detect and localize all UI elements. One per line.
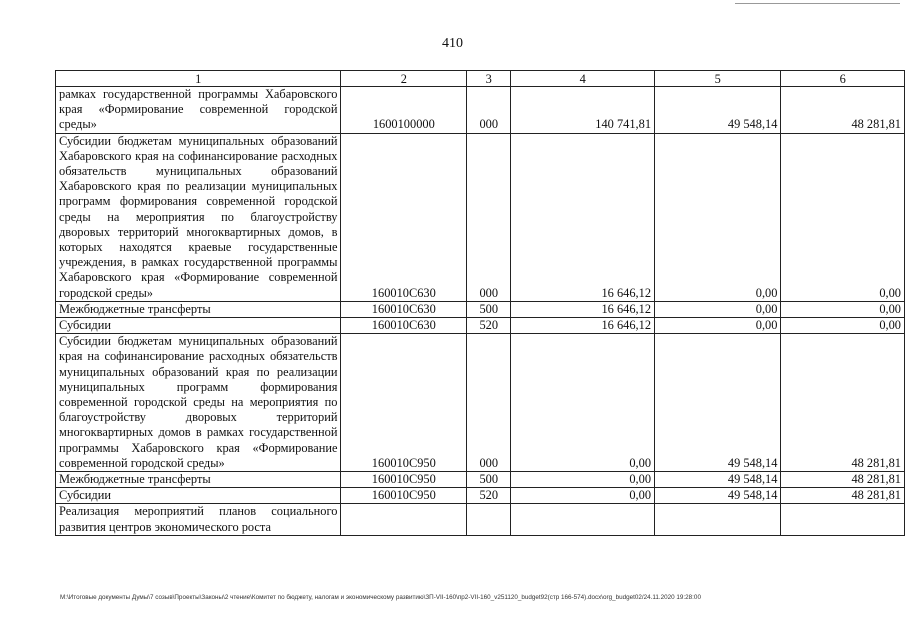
row-value-col6: 48 281,81 — [781, 472, 905, 488]
row-name: Межбюджетные трансферты — [56, 472, 341, 488]
row-target-code: 160010С630 — [341, 133, 467, 301]
row-value-col6: 48 281,81 — [781, 488, 905, 504]
table-row — [56, 133, 905, 301]
row-expense-type: 520 — [467, 318, 511, 334]
row-value-col6: 48 281,81 — [781, 87, 905, 134]
row-name: Субсидии — [56, 318, 341, 334]
column-header: 1 — [56, 71, 341, 87]
row-name: Субсидии бюджетам муниципальных образований края на софинансирование расходных обязательств муниципальных образований края по реализации муниципальных программ формирования современной городской среды на мероприятия по благоустройству дворовых территорий многоквартирных домов в рамках государственной программы Хабаровского края «Формирование современной городской среды» — [56, 334, 341, 472]
row-name: Реализация мероприятий планов социального развития центров экономического роста — [56, 504, 341, 535]
row-value-col5: 49 548,14 — [655, 472, 781, 488]
row-expense-type: 500 — [467, 301, 511, 317]
row-target-code: 160010С950 — [341, 472, 467, 488]
column-header: 4 — [511, 71, 655, 87]
row-expense-type: 500 — [467, 472, 511, 488]
row-name: Субсидии — [56, 488, 341, 504]
row-value-col4: 0,00 — [511, 472, 655, 488]
row-value-col4 — [511, 504, 655, 535]
row-value-col4: 0,00 — [511, 488, 655, 504]
row-value-col4: 0,00 — [511, 334, 655, 472]
row-value-col6: 0,00 — [781, 133, 905, 301]
table-header-row — [56, 71, 905, 87]
column-header: 6 — [781, 71, 905, 87]
row-value-col4: 16 646,12 — [511, 133, 655, 301]
row-expense-type: 520 — [467, 488, 511, 504]
row-expense-type: 000 — [467, 87, 511, 134]
row-target-code: 160010С950 — [341, 488, 467, 504]
table-row — [56, 318, 905, 334]
row-value-col4: 16 646,12 — [511, 318, 655, 334]
column-header: 3 — [467, 71, 511, 87]
row-value-col5: 0,00 — [655, 301, 781, 317]
row-target-code — [341, 504, 467, 535]
row-value-col5: 49 548,14 — [655, 488, 781, 504]
document-path-footer: M:\Итоговые документы Думы\7 созыв\Проекты\Законы\2 чтение\Комитет по бюджету, налогам и экономическому развитию\ЗП-VII-160\пр2-VII-160_v251120_budget92(стр 166-574).docx\org_budget02/24.11.2020 19:28:00 — [60, 594, 701, 601]
row-value-col5: 49 548,14 — [655, 334, 781, 472]
row-value-col6: 0,00 — [781, 318, 905, 334]
table-row — [56, 301, 905, 317]
row-value-col4: 16 646,12 — [511, 301, 655, 317]
row-value-col5: 49 548,14 — [655, 87, 781, 134]
table-row — [56, 334, 905, 472]
row-expense-type: 000 — [467, 133, 511, 301]
row-expense-type: 000 — [467, 334, 511, 472]
row-value-col4: 140 741,81 — [511, 87, 655, 134]
page-number: 410 — [442, 36, 463, 51]
table-row — [56, 488, 905, 504]
row-name: рамках государственной программы Хабаровского края «Формирование современной городской среды» — [56, 87, 341, 134]
row-name: Субсидии бюджетам муниципальных образований Хабаровского края на софинансирование расходных обязательств муниципальных образований Хабаровского края по реализации муниципальных программ формирования современной городской среды на мероприятия по благоустройству дворовых территорий многоквартирных домов, в которых находятся краевые государственные учреждения, в рамках государственной программы Хабаровского края «Формирование современной городской среды» — [56, 133, 341, 301]
table-row — [56, 87, 905, 134]
table-row — [56, 472, 905, 488]
table-row — [56, 504, 905, 535]
row-value-col5: 0,00 — [655, 318, 781, 334]
row-target-code: 160010С630 — [341, 318, 467, 334]
row-value-col5 — [655, 504, 781, 535]
row-target-code: 160010С630 — [341, 301, 467, 317]
budget-table — [55, 70, 905, 536]
row-value-col6 — [781, 504, 905, 535]
column-header: 2 — [341, 71, 467, 87]
row-value-col6: 0,00 — [781, 301, 905, 317]
row-value-col6: 48 281,81 — [781, 334, 905, 472]
column-header: 5 — [655, 71, 781, 87]
row-target-code: 1600100000 — [341, 87, 467, 134]
top-rule — [735, 3, 900, 4]
row-expense-type — [467, 504, 511, 535]
row-target-code: 160010С950 — [341, 334, 467, 472]
row-value-col5: 0,00 — [655, 133, 781, 301]
row-name: Межбюджетные трансферты — [56, 301, 341, 317]
